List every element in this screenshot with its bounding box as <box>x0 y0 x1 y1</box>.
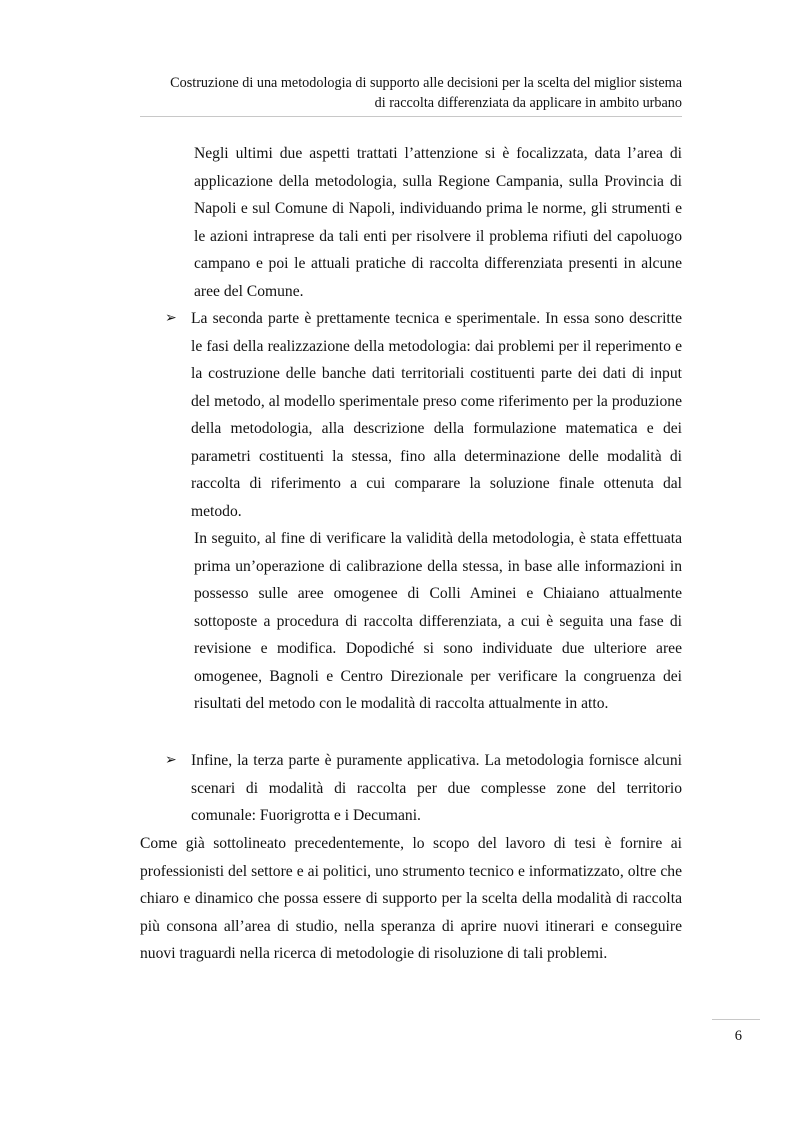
closing-paragraph: Come già sottolineato precedentemente, lo scopo del lavoro di tesi è fornire ai professionisti del settore e ai politici, uno strumento tecnico e informatizzato, oltre che chiaro e dinamico che possa essere di supporto per la scelta della modalità di raccolta più consona all’area di studio, nella speranza di aprire nuovi itinerari e conseguire nuovi traguardi nella ricerca di metodologie di risoluzione di tali problemi. <box>140 835 682 962</box>
bullet-item-second-part-continued: In seguito, al fine di verificare la validità della metodologia, è stata effettuata prima un’operazione di calibrazione della stessa, in base alle informazioni in possesso sulle aree omogenee di Colli Aminei e Chiaiano attualmente sottoposte a procedura di raccolta differenziata, a cui è seguita una fase di revisione e modifica. Dopodiché si sono individuate due ulteriore aree omogenee, Bagnoli e Centro Direzionale per verificare la congruenza dei risultati del metodo con le modalità di raccolta attualmente in atto. <box>194 530 682 712</box>
page-number: 6 <box>734 1028 742 1044</box>
bullet-item-third-part: Infine, la terza parte è puramente applicativa. La metodologia fornisce alcuni scenari di modalità di raccolta per due complesse zone del territorio comunale: Fuorigrotta e i Decumani. <box>191 752 682 824</box>
footer-divider <box>712 1019 760 1020</box>
continuation-paragraph: Negli ultimi due aspetti trattati l’attenzione si è focalizzata, data l’area di applicazione della metodologia, sulla Regione Campania, sulla Provincia di Napoli e sul Comune di Napoli, individuando prima le norme, gli strumenti e le azioni intraprese da tali enti per risolvere il problema rifiuti del capoluogo campano e poi le attuali pratiche di raccolta differenziata presenti in alcune aree del Comune. <box>194 145 682 300</box>
header-divider <box>140 116 682 117</box>
header-line-1: Costruzione di una metodologia di supporto alle decisioni per la scelta del miglior sistema <box>170 75 682 91</box>
bullet-item-second-part: La seconda parte è prettamente tecnica e sperimentale. In essa sono descritte le fasi della realizzazione della metodologia: dai problemi per il reperimento e la costruzione delle banche dati territoriali costituenti parte dei dati di input del metodo, al modello sperimentale preso come riferimento per la produzione della metodologia, alla descrizione della formulazione matematica e dei parametri costituenti la stessa, fino alla determinazione delle modalità di raccolta di riferimento a cui comparare la soluzione finale ottenuta dal metodo. <box>191 310 682 520</box>
bullet-arrow-icon: ➢ <box>165 311 177 326</box>
header-line-2: di raccolta differenziata da applicare in ambito urbano <box>374 95 682 111</box>
bullet-arrow-icon: ➢ <box>165 753 177 768</box>
page-header <box>140 73 682 113</box>
